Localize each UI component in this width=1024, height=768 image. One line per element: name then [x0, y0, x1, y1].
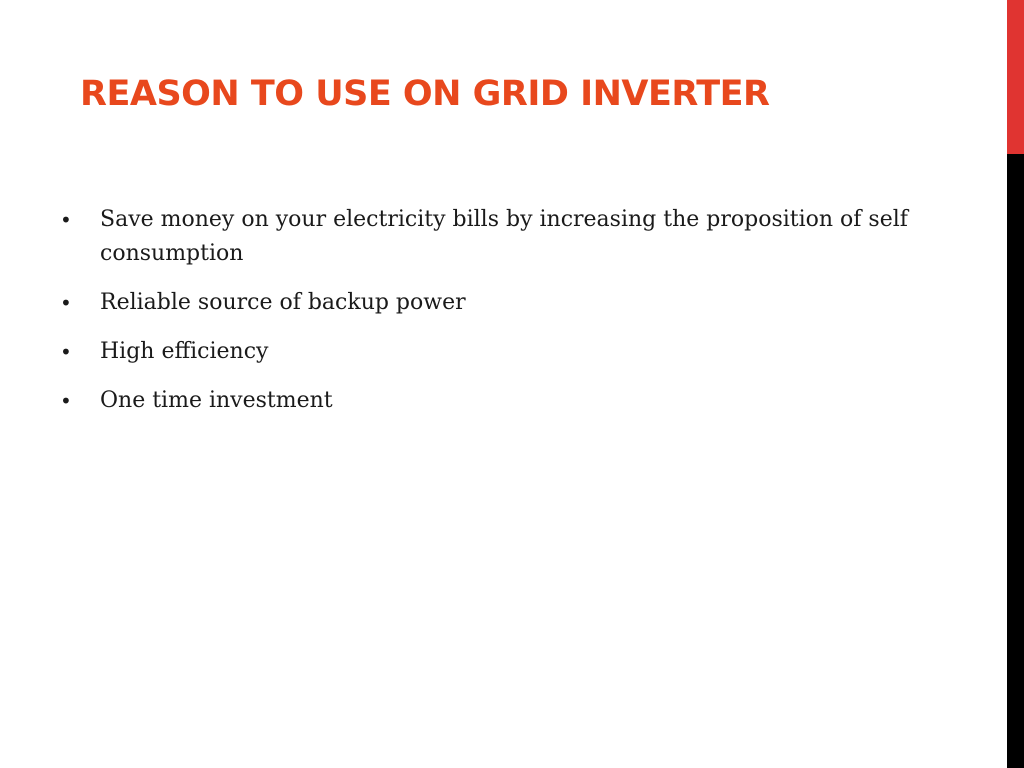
bullet-dot-icon: •: [60, 208, 72, 232]
list-item: [60, 384, 910, 418]
bullet-text: High efficiency: [100, 339, 269, 364]
bullet-dot-icon: •: [60, 389, 72, 413]
bullet-list: [60, 203, 910, 433]
bullet-text: Save money on your electricity bills by increasing the proposition of self consumption: [100, 207, 908, 266]
bullet-text: Reliable source of backup power: [100, 290, 466, 315]
slide-title: REASON TO USE ON GRID INVERTER: [80, 74, 770, 114]
bullet-dot-icon: •: [60, 291, 72, 315]
list-item: [60, 335, 910, 369]
list-item: [60, 203, 910, 271]
bullet-dot-icon: •: [60, 340, 72, 364]
side-bar-accent: [1007, 0, 1024, 154]
list-item: [60, 286, 910, 320]
bullet-text: One time investment: [100, 388, 333, 413]
side-bar: [1007, 0, 1024, 768]
